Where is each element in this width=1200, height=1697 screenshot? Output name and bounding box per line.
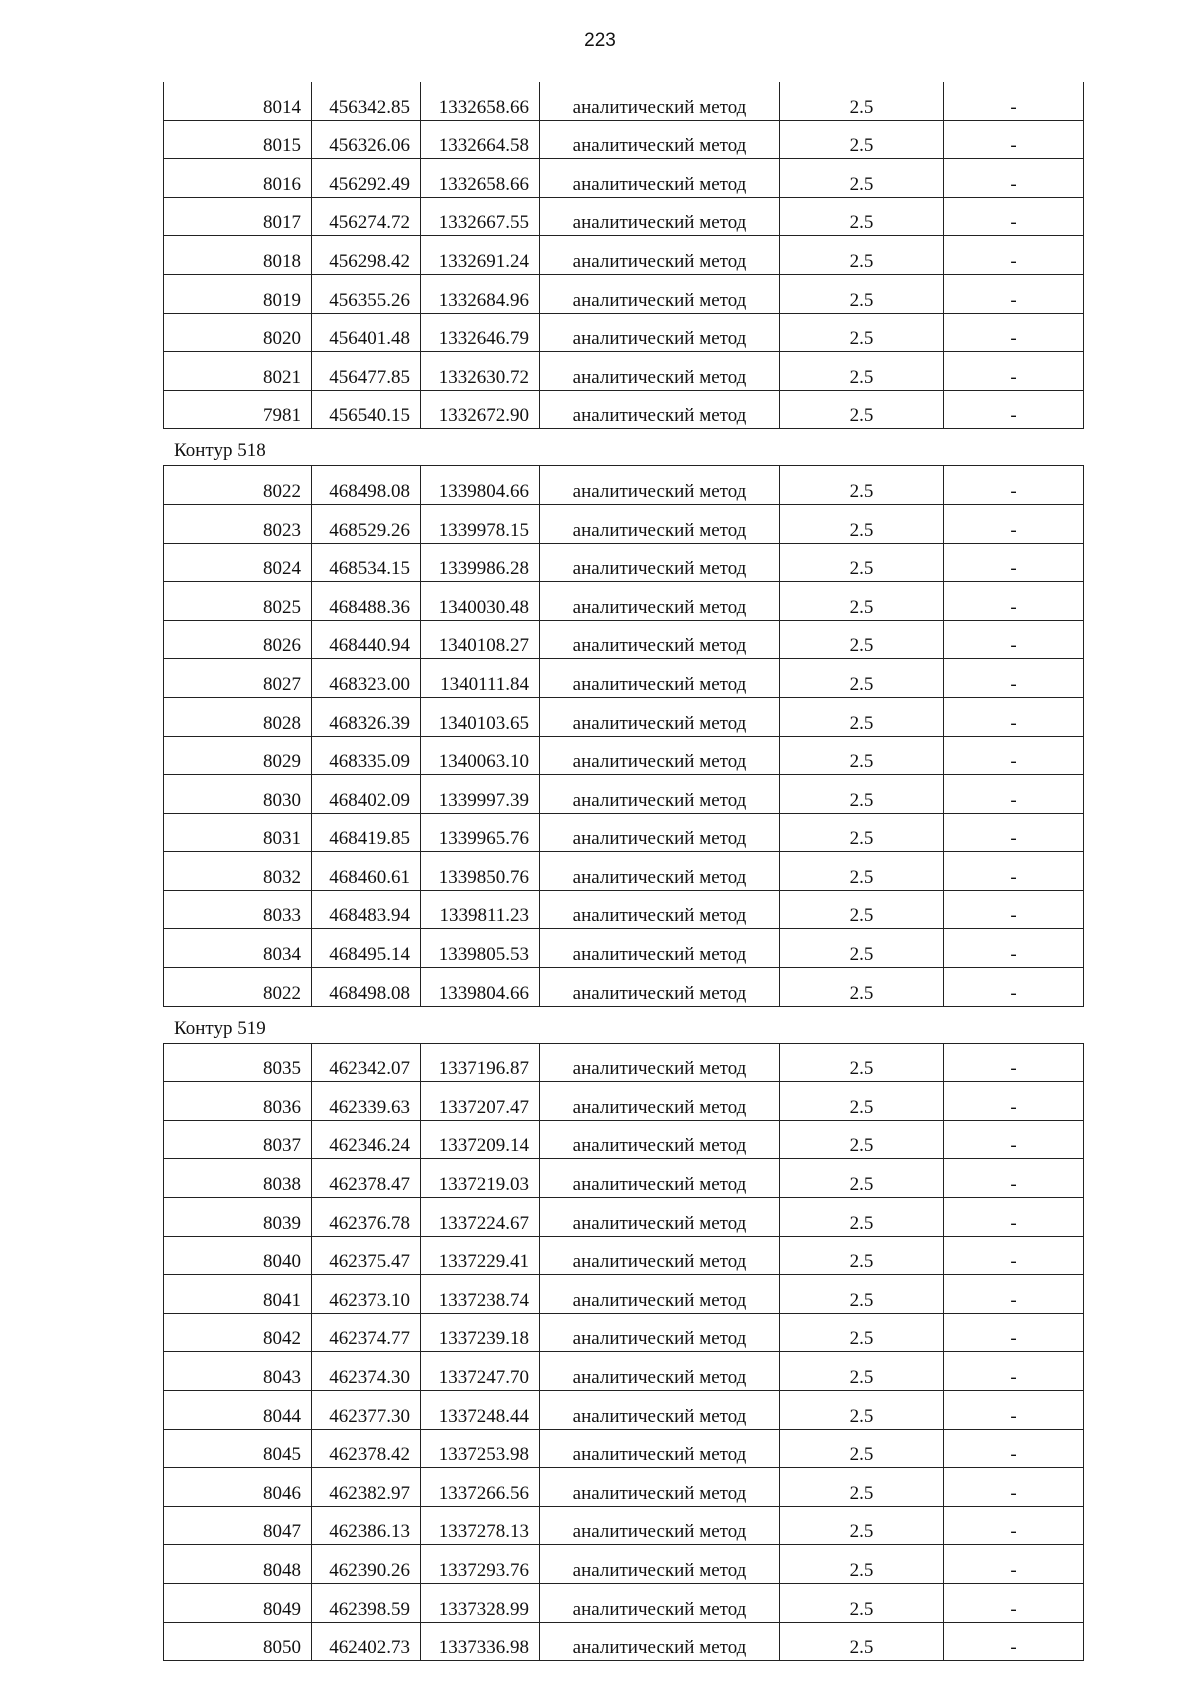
table-row: [164, 1468, 1084, 1507]
point-number-cell: 8027: [164, 659, 312, 698]
note-cell: -: [944, 543, 1084, 582]
x-coordinate-cell: 456342.85: [312, 82, 421, 120]
y-coordinate-cell: 1339997.39: [421, 775, 540, 814]
note-cell: -: [944, 274, 1084, 313]
x-coordinate-cell: 456401.48: [312, 313, 421, 352]
point-number-cell: 8032: [164, 852, 312, 891]
coordinates-document: [163, 82, 1084, 1661]
y-coordinate-cell: 1339805.53: [421, 929, 540, 968]
coordinates-table: [163, 465, 1084, 1006]
point-number-cell: 8038: [164, 1159, 312, 1198]
point-number-cell: 8048: [164, 1545, 312, 1584]
y-coordinate-cell: 1337293.76: [421, 1545, 540, 1584]
table-row: [164, 890, 1084, 929]
y-coordinate-cell: 1337278.13: [421, 1506, 540, 1545]
table-row: [164, 582, 1084, 621]
y-coordinate-cell: 1339804.66: [421, 466, 540, 505]
method-cell: аналитический метод: [540, 390, 780, 429]
y-coordinate-cell: 1337219.03: [421, 1159, 540, 1198]
accuracy-cell: 2.5: [780, 852, 944, 891]
table-row: [164, 1043, 1084, 1082]
y-coordinate-cell: 1332672.90: [421, 390, 540, 429]
note-cell: -: [944, 236, 1084, 275]
y-coordinate-cell: 1339811.23: [421, 890, 540, 929]
point-number-cell: 8034: [164, 929, 312, 968]
point-number-cell: 8050: [164, 1622, 312, 1661]
accuracy-cell: 2.5: [780, 1545, 944, 1584]
accuracy-cell: 2.5: [780, 352, 944, 391]
note-cell: -: [944, 1198, 1084, 1237]
coordinates-table: [163, 82, 1084, 429]
method-cell: аналитический метод: [540, 852, 780, 891]
x-coordinate-cell: 462402.73: [312, 1622, 421, 1661]
table-row: [164, 390, 1084, 429]
accuracy-cell: 2.5: [780, 82, 944, 120]
x-coordinate-cell: 462378.42: [312, 1429, 421, 1468]
note-cell: -: [944, 1313, 1084, 1352]
x-coordinate-cell: 468488.36: [312, 582, 421, 621]
point-number-cell: 8030: [164, 775, 312, 814]
accuracy-cell: 2.5: [780, 1198, 944, 1237]
method-cell: аналитический метод: [540, 197, 780, 236]
table-row: [164, 659, 1084, 698]
method-cell: аналитический метод: [540, 543, 780, 582]
point-number-cell: 8044: [164, 1391, 312, 1430]
accuracy-cell: 2.5: [780, 775, 944, 814]
note-cell: -: [944, 197, 1084, 236]
accuracy-cell: 2.5: [780, 1391, 944, 1430]
method-cell: аналитический метод: [540, 620, 780, 659]
method-cell: аналитический метод: [540, 736, 780, 775]
table-row: [164, 1545, 1084, 1584]
accuracy-cell: 2.5: [780, 1352, 944, 1391]
note-cell: -: [944, 697, 1084, 736]
method-cell: аналитический метод: [540, 313, 780, 352]
contour-label: Контур 519: [174, 1017, 266, 1039]
accuracy-cell: 2.5: [780, 120, 944, 159]
point-number-cell: 8022: [164, 968, 312, 1007]
note-cell: -: [944, 1275, 1084, 1314]
accuracy-cell: 2.5: [780, 1622, 944, 1661]
point-number-cell: 8015: [164, 120, 312, 159]
table-row: [164, 1120, 1084, 1159]
point-number-cell: 8020: [164, 313, 312, 352]
y-coordinate-cell: 1339978.15: [421, 504, 540, 543]
x-coordinate-cell: 456355.26: [312, 274, 421, 313]
y-coordinate-cell: 1337248.44: [421, 1391, 540, 1430]
x-coordinate-cell: 468498.08: [312, 466, 421, 505]
method-cell: аналитический метод: [540, 697, 780, 736]
table-row: [164, 813, 1084, 852]
accuracy-cell: 2.5: [780, 197, 944, 236]
table-row: [164, 697, 1084, 736]
accuracy-cell: 2.5: [780, 1159, 944, 1198]
table-row: [164, 82, 1084, 120]
point-number-cell: 8046: [164, 1468, 312, 1507]
x-coordinate-cell: 462398.59: [312, 1583, 421, 1622]
note-cell: -: [944, 1583, 1084, 1622]
method-cell: аналитический метод: [540, 1468, 780, 1507]
note-cell: -: [944, 968, 1084, 1007]
x-coordinate-cell: 462377.30: [312, 1391, 421, 1430]
method-cell: аналитический метод: [540, 1583, 780, 1622]
x-coordinate-cell: 468440.94: [312, 620, 421, 659]
note-cell: -: [944, 352, 1084, 391]
note-cell: -: [944, 1352, 1084, 1391]
accuracy-cell: 2.5: [780, 659, 944, 698]
accuracy-cell: 2.5: [780, 390, 944, 429]
y-coordinate-cell: 1340103.65: [421, 697, 540, 736]
note-cell: -: [944, 390, 1084, 429]
table-row: [164, 620, 1084, 659]
table-row: [164, 120, 1084, 159]
point-number-cell: 8049: [164, 1583, 312, 1622]
table-row: [164, 775, 1084, 814]
method-cell: аналитический метод: [540, 120, 780, 159]
accuracy-cell: 2.5: [780, 1468, 944, 1507]
point-number-cell: 8021: [164, 352, 312, 391]
note-cell: -: [944, 313, 1084, 352]
point-number-cell: 8016: [164, 159, 312, 198]
x-coordinate-cell: 462375.47: [312, 1236, 421, 1275]
y-coordinate-cell: 1339804.66: [421, 968, 540, 1007]
method-cell: аналитический метод: [540, 159, 780, 198]
table-row: [164, 274, 1084, 313]
table-row: [164, 1429, 1084, 1468]
note-cell: -: [944, 620, 1084, 659]
x-coordinate-cell: 462346.24: [312, 1120, 421, 1159]
table-row: [164, 1159, 1084, 1198]
table-row: [164, 466, 1084, 505]
note-cell: -: [944, 1236, 1084, 1275]
y-coordinate-cell: 1337253.98: [421, 1429, 540, 1468]
y-coordinate-cell: 1337336.98: [421, 1622, 540, 1661]
accuracy-cell: 2.5: [780, 582, 944, 621]
method-cell: аналитический метод: [540, 352, 780, 391]
table-row: [164, 1622, 1084, 1661]
x-coordinate-cell: 468495.14: [312, 929, 421, 968]
table-row: [164, 1275, 1084, 1314]
method-cell: аналитический метод: [540, 274, 780, 313]
table-row: [164, 1198, 1084, 1237]
accuracy-cell: 2.5: [780, 736, 944, 775]
note-cell: -: [944, 1622, 1084, 1661]
page-number: 223: [584, 30, 616, 51]
y-coordinate-cell: 1337266.56: [421, 1468, 540, 1507]
accuracy-cell: 2.5: [780, 1506, 944, 1545]
y-coordinate-cell: 1337229.41: [421, 1236, 540, 1275]
point-number-cell: 8045: [164, 1429, 312, 1468]
accuracy-cell: 2.5: [780, 890, 944, 929]
x-coordinate-cell: 456292.49: [312, 159, 421, 198]
y-coordinate-cell: 1340108.27: [421, 620, 540, 659]
table-row: [164, 352, 1084, 391]
accuracy-cell: 2.5: [780, 929, 944, 968]
y-coordinate-cell: 1337196.87: [421, 1043, 540, 1082]
point-number-cell: 8037: [164, 1120, 312, 1159]
x-coordinate-cell: 462373.10: [312, 1275, 421, 1314]
accuracy-cell: 2.5: [780, 1120, 944, 1159]
y-coordinate-cell: 1340111.84: [421, 659, 540, 698]
note-cell: -: [944, 890, 1084, 929]
x-coordinate-cell: 468326.39: [312, 697, 421, 736]
x-coordinate-cell: 462339.63: [312, 1082, 421, 1121]
point-number-cell: 8025: [164, 582, 312, 621]
y-coordinate-cell: 1339986.28: [421, 543, 540, 582]
x-coordinate-cell: 456326.06: [312, 120, 421, 159]
x-coordinate-cell: 468323.00: [312, 659, 421, 698]
x-coordinate-cell: 456274.72: [312, 197, 421, 236]
y-coordinate-cell: 1340063.10: [421, 736, 540, 775]
point-number-cell: 8018: [164, 236, 312, 275]
x-coordinate-cell: 468483.94: [312, 890, 421, 929]
note-cell: -: [944, 120, 1084, 159]
x-coordinate-cell: 468419.85: [312, 813, 421, 852]
x-coordinate-cell: 462376.78: [312, 1198, 421, 1237]
point-number-cell: 8014: [164, 82, 312, 120]
note-cell: -: [944, 1545, 1084, 1584]
point-number-cell: 7981: [164, 390, 312, 429]
point-number-cell: 8024: [164, 543, 312, 582]
note-cell: -: [944, 1391, 1084, 1430]
x-coordinate-cell: 468534.15: [312, 543, 421, 582]
point-number-cell: 8036: [164, 1082, 312, 1121]
method-cell: аналитический метод: [540, 1545, 780, 1584]
accuracy-cell: 2.5: [780, 1275, 944, 1314]
x-coordinate-cell: 468460.61: [312, 852, 421, 891]
x-coordinate-cell: 462390.26: [312, 1545, 421, 1584]
point-number-cell: 8019: [164, 274, 312, 313]
accuracy-cell: 2.5: [780, 1429, 944, 1468]
accuracy-cell: 2.5: [780, 313, 944, 352]
point-number-cell: 8022: [164, 466, 312, 505]
method-cell: аналитический метод: [540, 1043, 780, 1082]
method-cell: аналитический метод: [540, 813, 780, 852]
accuracy-cell: 2.5: [780, 504, 944, 543]
method-cell: аналитический метод: [540, 1236, 780, 1275]
note-cell: -: [944, 82, 1084, 120]
table-row: [164, 1352, 1084, 1391]
method-cell: аналитический метод: [540, 1082, 780, 1121]
note-cell: -: [944, 1159, 1084, 1198]
y-coordinate-cell: 1337224.67: [421, 1198, 540, 1237]
accuracy-cell: 2.5: [780, 1313, 944, 1352]
point-number-cell: 8039: [164, 1198, 312, 1237]
table-row: [164, 504, 1084, 543]
point-number-cell: 8023: [164, 504, 312, 543]
note-cell: -: [944, 852, 1084, 891]
point-number-cell: 8033: [164, 890, 312, 929]
table-row: [164, 1391, 1084, 1430]
note-cell: -: [944, 159, 1084, 198]
x-coordinate-cell: 462342.07: [312, 1043, 421, 1082]
method-cell: аналитический метод: [540, 775, 780, 814]
x-coordinate-cell: 462382.97: [312, 1468, 421, 1507]
note-cell: -: [944, 582, 1084, 621]
table-row: [164, 1313, 1084, 1352]
point-number-cell: 8042: [164, 1313, 312, 1352]
note-cell: -: [944, 1429, 1084, 1468]
method-cell: аналитический метод: [540, 582, 780, 621]
y-coordinate-cell: 1332646.79: [421, 313, 540, 352]
note-cell: -: [944, 1506, 1084, 1545]
table-row: [164, 159, 1084, 198]
method-cell: аналитический метод: [540, 929, 780, 968]
point-number-cell: 8029: [164, 736, 312, 775]
point-number-cell: 8040: [164, 1236, 312, 1275]
note-cell: -: [944, 504, 1084, 543]
x-coordinate-cell: 462374.77: [312, 1313, 421, 1352]
y-coordinate-cell: 1337207.47: [421, 1082, 540, 1121]
method-cell: аналитический метод: [540, 1275, 780, 1314]
method-cell: аналитический метод: [540, 236, 780, 275]
note-cell: -: [944, 775, 1084, 814]
x-coordinate-cell: 462374.30: [312, 1352, 421, 1391]
note-cell: -: [944, 1468, 1084, 1507]
x-coordinate-cell: 468335.09: [312, 736, 421, 775]
method-cell: аналитический метод: [540, 1429, 780, 1468]
method-cell: аналитический метод: [540, 1622, 780, 1661]
table-row: [164, 1082, 1084, 1121]
point-number-cell: 8031: [164, 813, 312, 852]
y-coordinate-cell: 1340030.48: [421, 582, 540, 621]
y-coordinate-cell: 1337238.74: [421, 1275, 540, 1314]
table-row: [164, 929, 1084, 968]
y-coordinate-cell: 1339850.76: [421, 852, 540, 891]
point-number-cell: 8047: [164, 1506, 312, 1545]
y-coordinate-cell: 1332684.96: [421, 274, 540, 313]
method-cell: аналитический метод: [540, 1506, 780, 1545]
method-cell: аналитический метод: [540, 504, 780, 543]
y-coordinate-cell: 1339965.76: [421, 813, 540, 852]
accuracy-cell: 2.5: [780, 159, 944, 198]
y-coordinate-cell: 1337328.99: [421, 1583, 540, 1622]
table-row: [164, 1236, 1084, 1275]
y-coordinate-cell: 1332664.58: [421, 120, 540, 159]
x-coordinate-cell: 456540.15: [312, 390, 421, 429]
point-number-cell: 8043: [164, 1352, 312, 1391]
method-cell: аналитический метод: [540, 466, 780, 505]
y-coordinate-cell: 1332630.72: [421, 352, 540, 391]
note-cell: -: [944, 659, 1084, 698]
table-row: [164, 236, 1084, 275]
table-row: [164, 968, 1084, 1007]
accuracy-cell: 2.5: [780, 1583, 944, 1622]
accuracy-cell: 2.5: [780, 466, 944, 505]
accuracy-cell: 2.5: [780, 620, 944, 659]
note-cell: -: [944, 929, 1084, 968]
point-number-cell: 8017: [164, 197, 312, 236]
table-row: [164, 313, 1084, 352]
method-cell: аналитический метод: [540, 968, 780, 1007]
x-coordinate-cell: 456298.42: [312, 236, 421, 275]
accuracy-cell: 2.5: [780, 1043, 944, 1082]
accuracy-cell: 2.5: [780, 236, 944, 275]
accuracy-cell: 2.5: [780, 543, 944, 582]
x-coordinate-cell: 468529.26: [312, 504, 421, 543]
note-cell: -: [944, 1082, 1084, 1121]
table-row: [164, 1506, 1084, 1545]
method-cell: аналитический метод: [540, 890, 780, 929]
contour-label: Контур 518: [174, 440, 266, 462]
method-cell: аналитический метод: [540, 1120, 780, 1159]
x-coordinate-cell: 462386.13: [312, 1506, 421, 1545]
x-coordinate-cell: 468498.08: [312, 968, 421, 1007]
y-coordinate-cell: 1337239.18: [421, 1313, 540, 1352]
method-cell: аналитический метод: [540, 1391, 780, 1430]
point-number-cell: 8035: [164, 1043, 312, 1082]
method-cell: аналитический метод: [540, 659, 780, 698]
point-number-cell: 8026: [164, 620, 312, 659]
accuracy-cell: 2.5: [780, 1236, 944, 1275]
method-cell: аналитический метод: [540, 1352, 780, 1391]
x-coordinate-cell: 462378.47: [312, 1159, 421, 1198]
note-cell: -: [944, 1043, 1084, 1082]
table-row: [164, 852, 1084, 891]
method-cell: аналитический метод: [540, 1159, 780, 1198]
note-cell: -: [944, 813, 1084, 852]
method-cell: аналитический метод: [540, 1313, 780, 1352]
y-coordinate-cell: 1337247.70: [421, 1352, 540, 1391]
note-cell: -: [944, 736, 1084, 775]
accuracy-cell: 2.5: [780, 813, 944, 852]
accuracy-cell: 2.5: [780, 274, 944, 313]
table-row: [164, 736, 1084, 775]
accuracy-cell: 2.5: [780, 968, 944, 1007]
table-row: [164, 1583, 1084, 1622]
coordinates-table: [163, 1043, 1084, 1662]
y-coordinate-cell: 1332658.66: [421, 159, 540, 198]
y-coordinate-cell: 1337209.14: [421, 1120, 540, 1159]
x-coordinate-cell: 456477.85: [312, 352, 421, 391]
accuracy-cell: 2.5: [780, 697, 944, 736]
point-number-cell: 8028: [164, 697, 312, 736]
point-number-cell: 8041: [164, 1275, 312, 1314]
y-coordinate-cell: 1332658.66: [421, 82, 540, 120]
y-coordinate-cell: 1332691.24: [421, 236, 540, 275]
table-row: [164, 197, 1084, 236]
method-cell: аналитический метод: [540, 1198, 780, 1237]
accuracy-cell: 2.5: [780, 1082, 944, 1121]
table-row: [164, 543, 1084, 582]
method-cell: аналитический метод: [540, 82, 780, 120]
y-coordinate-cell: 1332667.55: [421, 197, 540, 236]
note-cell: -: [944, 466, 1084, 505]
x-coordinate-cell: 468402.09: [312, 775, 421, 814]
note-cell: -: [944, 1120, 1084, 1159]
